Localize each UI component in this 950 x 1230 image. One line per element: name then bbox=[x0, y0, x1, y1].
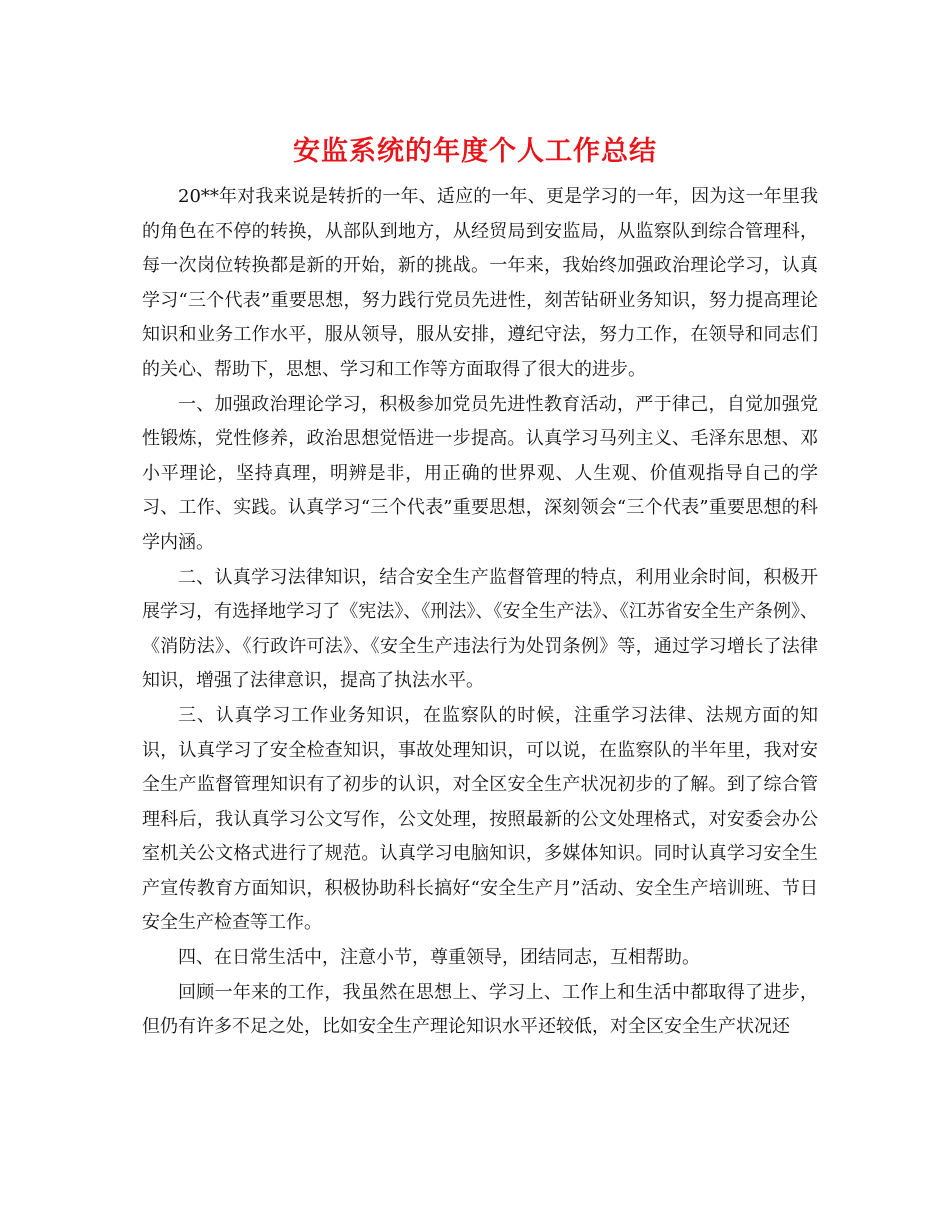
document-title: 安监系统的年度个人工作总结 bbox=[293, 136, 657, 167]
paragraph-intro: 20**年对我来说是转折的一年、适应的一年、更是学习的一年，因为这一年里我的角色在不停的转换，从部队到地方，从经贸局到安监局，从监察队到综合管理科，每一次岗位转换都是新的开始，新的挑战。一年来，我始终加强政治理论学习，认真学习“三个代表”重要思想，努力践行党员先进性，刻苦钻研业务知识，努力提高理论知识和业务工作水平，服从领导，服从安排，遵纪守法，努力工作，在领导和同志们的关心、帮助下，思想、学习和工作等方面取得了很大的进步。 bbox=[142, 186, 818, 380]
paragraph-section-1: 一、加强政治理论学习，积极参加党员先进性教育活动，严于律己，自觉加强党性锻炼，党性修养，政治思想觉悟进一步提高。认真学习马列主义、毛泽东思想、邓小平理论，坚持真理，明辨是非，用正确的世界观、人生观、价值观指导自己的学习、工作、实践。认真学习“三个代表”重要思想，深刻领会“三个代表”重要思想的科学内涵。 bbox=[142, 393, 818, 553]
paragraph-section-4: 四、在日常生活中，注意小节，尊重领导，团结同志，互相帮助。 bbox=[178, 947, 700, 969]
paragraph-section-3: 三、认真学习工作业务知识，在监察队的时候，注重学习法律、法规方面的知识，认真学习了安全检查知识，事故处理知识，可以说，在监察队的半年里，我对安全生产监督管理知识有了初步的认识，对全区安全生产状况初步的了解。到了综合管理科后，我认真学习公文写作，公文处理，按照最新的公文处理格式，对安委会办公室机关公文格式进行了规范。认真学习电脑知识，多媒体知识。同时认真学习安全生产宣传教育方面知识，积极协助科长搞好“安全生产月”活动、安全生产培训班、节日安全生产检查等工作。 bbox=[142, 704, 818, 934]
paragraph-section-2: 二、认真学习法律知识，结合安全生产监督管理的特点，利用业余时间，积极开展学习，有选择地学习了《宪法》、《刑法》、《安全生产法》、《江苏省安全生产条例》、《消防法》、《行政许可法》、《安全生产违法行为处罚条例》等，通过学习增长了法律知识，增强了法律意识，提高了执法水平。 bbox=[142, 566, 818, 692]
document-body bbox=[142, 180, 818, 1045]
paragraph-review: 回顾一年来的工作，我虽然在思想上、学习上、工作上和生活中都取得了进步，但仍有许多不足之处，比如安全生产理论知识水平还较低，对全区安全生产状况还 bbox=[142, 981, 818, 1038]
